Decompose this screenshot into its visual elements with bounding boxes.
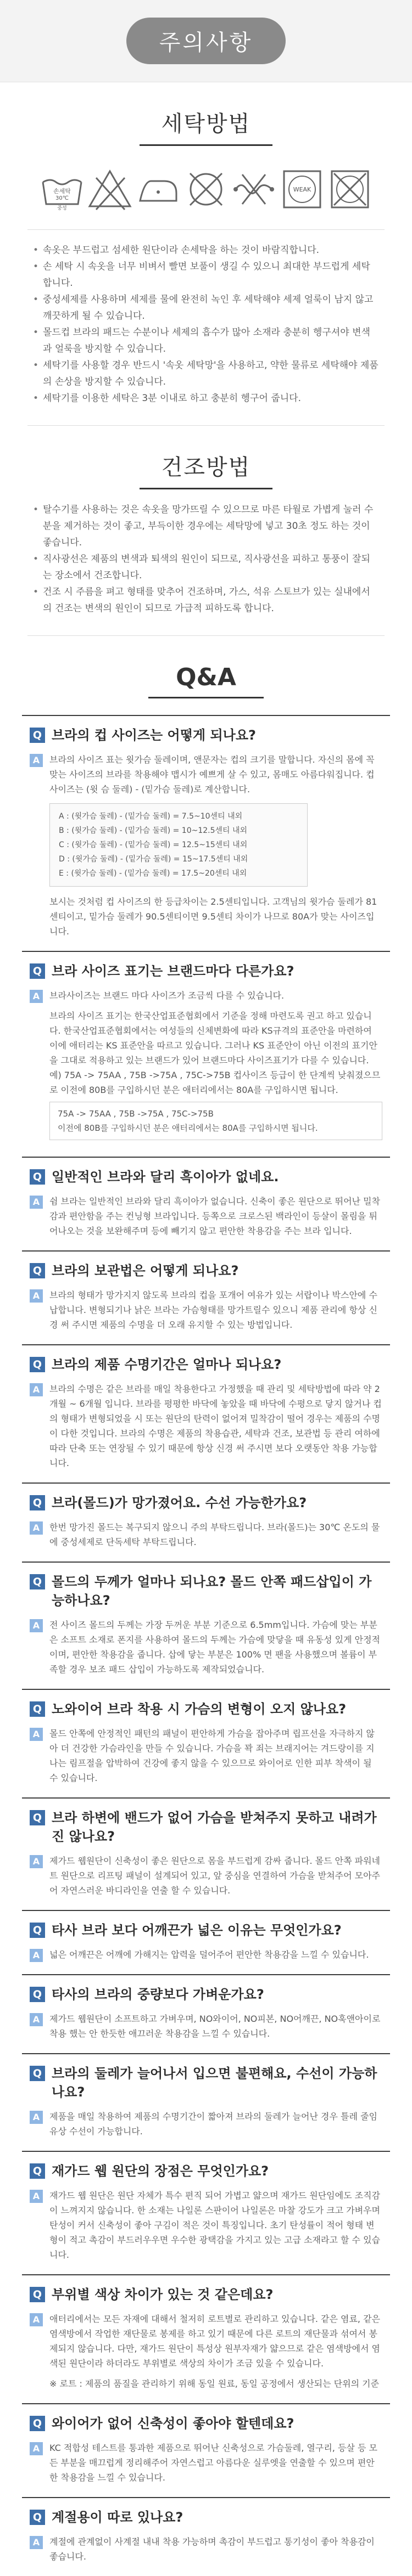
answer-badge: A	[30, 1521, 43, 1535]
wash-notes	[27, 230, 385, 426]
qa-item	[22, 2151, 390, 2274]
caution-title: 주의사항	[126, 18, 286, 64]
question-text: 브라의 제품 수명기간은 얼마나 되나요?	[52, 1357, 282, 1372]
qa-item	[22, 1910, 390, 1974]
answer-badge: A	[30, 2190, 43, 2203]
answer-text: 보시는 것처럼 컵 사이즈의 한 등급차이는 2.5센티입니다. 고객님의 윗가슴 둘레가 81센티이고, 밑가슴 둘레가 90.5센티이면 9.5센티 차이가 나므로 80A가 맞는 사이즈입니다.	[49, 897, 377, 937]
qa-item	[22, 2053, 390, 2151]
answer-text: 재가드 웹 원단은 원단 자체가 특수 편직 되어 가볍고 얇으며 재가드 원단임에도 조직감이 느껴지지 않습니다. 한 소재는 나일론 스판이어 나일론은 마찰 강도가 크고 가벼우며 탄성이 커서 신축성이 좋아 구김이 적은 것이 특징입니다. 초기 탄성률이 적어 형태 변형이 적고 촉감이 부드러우우면 우수한 광택감을 가지고 있는 고급 소재라고 할 수 있습니다.	[49, 2190, 380, 2260]
answer-text: KC 적합성 테스트를 통과한 제품으로 뛰어난 신축성으로 가슴둘레, 열구리, 등살 등 모든 부분을 매끄럽게 정리해주어 자연스럽고 아름다운 실루엣을 연출할 수 있으며 편안한 착용감을 느낄 수 있습니다.	[49, 2443, 377, 2483]
dry-section	[0, 450, 412, 636]
question-badge: Q	[30, 2066, 45, 2081]
answer-badge: A	[30, 754, 43, 767]
hand-wash-icon	[38, 166, 86, 213]
hand-wash-note: 중성	[57, 206, 67, 211]
answer-text: 한번 망가진 몰드는 복구되지 않으니 주의 부탁드립니다. 브라(몰드)는 30℃ 온도의 물에 중성세제로 단독세탁 부탁드립니다.	[49, 1522, 380, 1547]
qa-item	[22, 1483, 390, 1562]
wash-section	[0, 106, 412, 426]
wash-note: • 세탁기를 이용한 세탁은 3분 이내로 하고 충분히 헹구어 줍니다.	[33, 390, 379, 407]
question-text: 브라의 보관법은 어떻게 되나요?	[52, 1263, 239, 1278]
answer-badge: A	[30, 1949, 43, 1962]
answer-text: 넓은 어깨끈은 어깨에 가해지는 압력을 덜어주어 편안한 착용감을 느낄 수 있습니다.	[49, 1949, 369, 1960]
question-badge: Q	[30, 1357, 45, 1372]
answer-badge: A	[30, 2111, 43, 2124]
question-text: 브라(몰드)가 망가졌어요. 수선 가능한가요?	[52, 1495, 307, 1510]
question-text: 브라 사이즈 표기는 브랜드마다 다른가요?	[52, 963, 294, 979]
cup-size-row: B : (윗가슴 둘레) - (밑가슴 둘레) = 10~12.5센티 내외	[59, 826, 248, 835]
answer-text: 제가드 웹원단이 신축성이 좋은 원단으로 몸을 부드럽게 감싸 줍니다. 몰드 안쪽 파워네트 원단으로 리프팅 패널이 설계되어 있고, 앞 중심을 연결하여 가슴을 받쳐주어 모아주어 자연스러운 바디라인을 연출 할 수 있습니다.	[49, 1856, 380, 1896]
qa-item	[22, 1250, 390, 1344]
wash-note: • 몰드컵 브라의 패드는 수분이나 세제의 흡수가 많아 소재라 충분히 헹구셔야 변색과 얼룩을 방지할 수 있습니다.	[33, 324, 379, 357]
answer-text: 쉼 브라는 일반적인 브라와 달리 흑이아가 없습니다. 신축이 좋은 원단으로 뛰어난 밀착감과 편안함을 주는 컨닝형 브라입니다. 등쪽으로 크로스된 백라인이 등살이 몰림을 튀어나오는 것을 보완해주며 등에 빼기지 않고 편안한 착용감을 주는 브라 입니다.	[49, 1196, 380, 1236]
question-text: 브라의 둘레가 늘어나서 입으면 불편해요, 수선이 가능하나요?	[52, 2066, 377, 2100]
answer-badge: A	[30, 1619, 43, 1632]
size-example-row: 이전에 80B를 구입하시던 분은 애터리에서는 80A를 구입하시면 됩니다.	[58, 1123, 318, 1133]
iron-low-icon	[135, 166, 182, 213]
qa-item	[22, 2497, 390, 2576]
question-text: 노와이어 브라 착용 시 가슴의 변형이 오지 않나요?	[52, 1701, 347, 1717]
question-text: 부위별 색상 차이가 있는 것 같은데요?	[52, 2287, 274, 2302]
qa-item	[22, 1344, 390, 1483]
hand-wash-temp: 30℃	[55, 195, 69, 201]
answer-badge: A	[30, 2313, 43, 2326]
answer-badge: A	[30, 2013, 43, 2026]
qa-item	[22, 951, 390, 1157]
wash-note: • 속옷은 부드럽고 섬세한 원단이라 손세탁을 하는 것이 바람직합니다.	[33, 242, 379, 258]
cup-size-row: A : (윗가슴 둘레) - (밑가슴 둘레) = 7.5~10센티 내외	[59, 812, 243, 821]
qa-item	[22, 715, 390, 951]
no-bleach-icon	[86, 166, 133, 213]
answer-text: 브라사이즈는 브랜드 마다 사이즈가 조금씩 다를 수 있습니다.	[49, 990, 285, 1001]
question-badge: Q	[30, 1923, 45, 1938]
answer-text: 브라의 사이즈 표는 윗가슴 둘레이며, 앤문자는 컵의 크기를 말합니다. 자신의 몸에 꼭 맞는 사이즈의 브라를 착용해야 맵시가 예쁘게 살 수 있고, 몸매도 아름다워집니다. 컵 사이즈는 (윗 슴 둘레) - (밑가슴 둘레)로 계산합니다.	[49, 754, 375, 794]
wash-title: 세탁방법	[140, 106, 273, 146]
caution-banner	[0, 0, 412, 82]
dry-notes	[27, 489, 385, 636]
wash-note: • 손 세탁 시 속옷을 너무 비벼서 빨면 보풀이 생길 수 있으니 최대한 부드럽게 세탁합니다.	[33, 258, 379, 291]
lot-definition-note: ※ 로트 : 제품의 품질을 관리하기 위해 동일 원료, 동일 공정에서 생산되는 단위의 기준	[49, 2378, 380, 2389]
question-badge: Q	[30, 2287, 45, 2302]
question-badge: Q	[30, 963, 45, 979]
answer-badge: A	[30, 1196, 43, 1209]
question-badge: Q	[30, 728, 45, 743]
wash-note: • 중성세제를 사용하며 세제를 물에 완전히 녹인 후 세탁해야 세제 얼룩이 남지 않고 깨끗하게 될 수 있습니다.	[33, 291, 379, 324]
question-badge: Q	[30, 2163, 45, 2179]
answer-text: 계절에 관계없이 사계절 내내 착용 가능하며 촉감이 부드럽고 통기성이 좋아 착용감이 좋습니다.	[49, 2536, 375, 2562]
cup-size-row: E : (윗가슴 둘레) - (밑가슴 둘레) = 17.5~20센티 내외	[59, 869, 247, 878]
question-badge: Q	[30, 1810, 45, 1825]
qa-item	[22, 2274, 390, 2403]
tumble-dry-weak-icon	[279, 166, 326, 213]
question-text: 일반적인 브라와 달리 흑이아가 없네요.	[52, 1169, 279, 1185]
answer-badge: A	[30, 2442, 43, 2455]
cup-size-table	[49, 803, 308, 887]
answer-badge: A	[30, 1289, 43, 1303]
answer-text: 몰드 안쪽에 안정적인 패턴의 패널이 편안하게 가슴을 잡아주며 립프선을 자극하지 않아 더 건강한 가슴라인을 만들 수 있습니다. 가슴을 꽉 죄는 브래지어는 겨드랑이를 지나는 림프절을 압박하여 건강에 좋지 않을 수 있으므로 와이어로 인한 피부 착색이 될 수 있습니다.	[49, 1728, 375, 1783]
question-badge: Q	[30, 1263, 45, 1278]
qa-item	[22, 2403, 390, 2497]
question-badge: Q	[30, 1169, 45, 1185]
hand-wash-label: 손세탁	[53, 188, 71, 195]
no-tumble-dry-icon	[326, 166, 374, 213]
question-text: 와이어가 없어 신축성이 좋아야 할텐데요?	[52, 2416, 294, 2431]
question-text: 브라의 컵 사이즈는 어떻게 되나요?	[52, 728, 256, 743]
dry-note: • 직사광선은 제품의 변색과 퇴색의 원인이 되므로, 직사광선을 피하고 통풍이 잘되는 장소에서 건조합니다.	[33, 551, 379, 584]
cup-size-row: C : (윗가슴 둘레) - (밑가슴 둘레) = 12.5~15센티 내외	[59, 841, 248, 849]
question-badge: Q	[30, 2416, 45, 2431]
question-badge: Q	[30, 1574, 45, 1589]
dry-title: 건조방법	[140, 450, 273, 489]
question-badge: Q	[30, 1495, 45, 1510]
size-example-row: 75A -> 75AA , 75B ->75A , 75C->75B	[58, 1109, 214, 1119]
question-text: 몰드의 두께가 얼마나 되나요? 몰드 안쪽 패드삽입이 가능하나요?	[52, 1574, 372, 1608]
question-text: 재가드 웹 원단의 장점은 무엇인가요?	[52, 2163, 269, 2179]
no-wring-icon	[230, 166, 277, 213]
answer-text: 브라의 수명은 같은 브라를 매일 착용한다고 가정했을 때 관리 및 세탁방법에 따라 약 2개월 ~ 6개월 입니다. 브라를 평평한 바닥에 놓았을 때 바닥에 수평으로 닿지 않거나 컵의 형태가 변형되었을 시 또는 원단의 탄력이 없어져 밀착감이 떨어 경우는 제품의 수명이 다한 것입니다. 브라의 수명은 제품의 착용습관, 세탁과 건조, 보관법 등 관리 여하에 따라 단축 또는 연장될 수 있기 때문에 항상 신경 써 주시면 보다 오랫동안 착용 가능합니다.	[49, 1384, 382, 1468]
size-example-box	[49, 1102, 382, 1140]
answer-text: 전 사이즈 몰드의 두께는 가장 두꺼운 부분 기준으로 6.5mm입니다. 가슴에 맞는 부분은 소프트 소재로 폰지를 사용하여 몰드의 두께는 가슴에 맞닿을 때 유동성 있게 안정적이며, 편안한 착용감을 줍니다. 삽에 닿는 부분은 100% 면 팬을 사용했으며 볼륨이 부족할 경우 보조 패드 삽입이 가능하도록 제작되었습니다.	[49, 1620, 380, 1675]
cup-size-row: D : (윗가슴 둘레) - (밑가슴 둘레) = 15~17.5센티 내외	[59, 855, 248, 864]
question-badge: Q	[30, 1701, 45, 1717]
answer-text: 브라의 형태가 망가지지 않도록 브라의 컵을 포개어 여유가 있는 서랍이나 박스안에 수납합니다. 변형되기나 낡은 브라는 가슴형태를 망가트릴수 있으니 제품 관리에 항상 신경 써 주시면 제품의 수명을 더 오래 유지할 수 있는 방법입니다.	[49, 1290, 377, 1330]
qa-item	[22, 1157, 390, 1250]
answer-badge: A	[30, 2536, 43, 2549]
answer-badge: A	[30, 1728, 43, 1741]
dry-note: • 건조 시 주름을 펴고 형태를 맞추어 건조하며, 가스, 석유 스토브가 있는 실내에서의 건조는 변색의 원인이 되므로 가급적 피하도록 합니다.	[33, 584, 379, 617]
answer-badge: A	[30, 1855, 43, 1868]
answer-text: 애터리에서는 모든 자재에 대해서 철저히 로트별로 관리하고 있습니다. 같은 염료, 같은 염색방에서 작업한 재단물로 봉제를 하고 있기 때문에 다른 로트의 재단물과 섞여서 봉제되지 않습니다. 다만, 재가드 원단이 특성상 원부자재가 얇으므로 같은 염색방에서 염색된 원단이라 하더라도 부위별로 색상의 차이가 조금 있을 수 있습니다.	[49, 2314, 380, 2369]
answer-badge: A	[30, 990, 43, 1003]
qa-item	[22, 1562, 390, 1689]
qa-item	[22, 1797, 390, 1910]
qa-item	[22, 1974, 390, 2053]
dry-note: • 탈수기를 사용하는 것은 속옷을 망가뜨릴 수 있으므로 마른 타월로 가볍게 눌러 수분을 제거하는 것이 좋고, 부득이한 경우에는 세탁망에 넣고 30초 정도 하는 것이 좋습니다.	[33, 501, 379, 551]
answer-text: 제품을 매일 착용하여 제품의 수명기간이 짧아져 브라의 둘레가 늘어난 경우 틀레 줄임 유상 수선이 가능합니다.	[49, 2111, 377, 2137]
answer-text: 제가드 웹원단이 소프트하고 가벼우며, NO와이어, NO피본, NO어깨끈, NO훅앤아이로 착용 했는 안 한듯한 애끄러운 착용감을 느낄 수 있습니다.	[49, 2014, 381, 2039]
qa-list	[0, 698, 412, 2576]
wash-note: • 세탁기를 사용할 경우 반드시 '속옷 세탁망'을 사용하고, 약한 물류로 세탁해야 제품의 손상을 방지할 수 있습니다.	[33, 357, 379, 390]
question-text: 브라 하변에 밴드가 없어 가슴을 받쳐주지 못하고 내려가진 않나요?	[52, 1810, 377, 1844]
question-text: 계절용이 따로 있나요?	[52, 2510, 183, 2525]
answer-badge: A	[30, 1383, 43, 1396]
answer-text: 브라의 사이즈 표기는 한국산업표준협회에서 기준을 정해 마련도록 권고 하고 있습니다. 한국산업표준협회에서는 여성들의 신체변화에 따라 KS규격의 표준안을 마련하여 이에 애터리는 KS 표준안을 따르고 있습니다. 그러나 KS 표준안이 아닌 이전의 표기안을 그대로 적용하고 있는 브랜드가 있어 브랜드마다 사이즈표기가 다를 수 있습니다. 예) 75A -> 75AA , 75B ->75A , 75C->75B 컵사이즈 등급이 한 단계씩 낮춰졌으므로 이전에 80B를 구입하시던 분은 애터리에서는 80A를 구입하시면 됩니다.	[49, 1011, 381, 1095]
question-text: 타사의 브라의 중량보다 가벼운가요?	[52, 1987, 264, 2002]
wash-icons	[27, 146, 385, 230]
question-text: 타사 브라 보다 어깨끈가 넓은 이유는 무엇인가요?	[52, 1923, 342, 1938]
dry-weak-label: WEAK	[293, 186, 311, 193]
question-badge: Q	[30, 1987, 45, 2002]
question-badge: Q	[30, 2510, 45, 2525]
qa-title: Q&A	[148, 663, 264, 698]
qa-item	[22, 1689, 390, 1797]
no-dry-clean-icon	[182, 166, 230, 213]
